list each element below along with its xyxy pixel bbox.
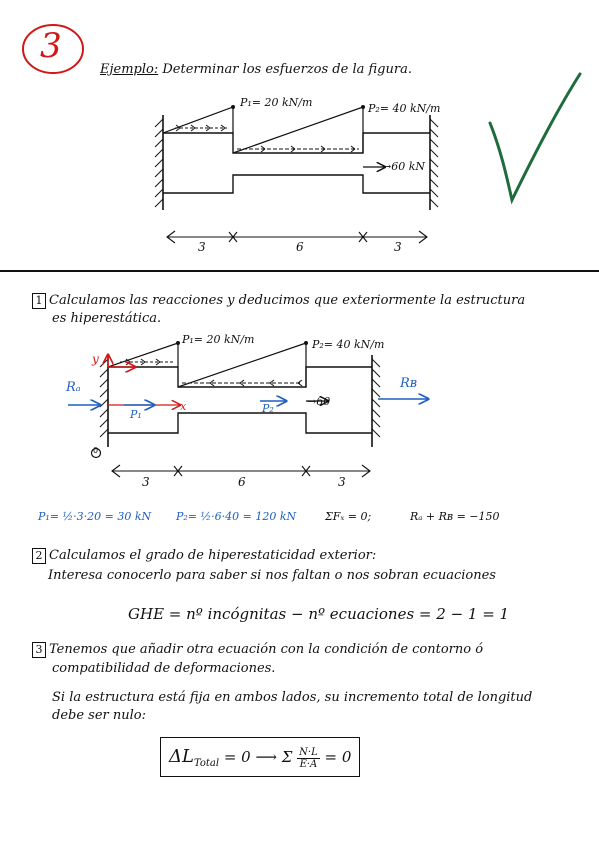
page-number: 3 — [40, 26, 62, 66]
equation-p1: P₁= ½·3·20 = 30 kN — [38, 510, 152, 523]
step-3-number: 3 — [32, 642, 46, 658]
step-2-line-1: Calculamos el grado de hiperestaticidad exterior: — [49, 548, 377, 563]
step-3-text — [32, 642, 483, 658]
fig2-p2-label: P₂= 40 kN/m — [312, 338, 385, 351]
fig1-dim-1: 3 — [198, 240, 206, 254]
equation-reactions: Rₐ + Rʙ = −150 — [410, 510, 500, 523]
fig2-origin-label: 0 — [93, 446, 99, 455]
final-fraction — [297, 747, 320, 770]
fig2-rb-label: Rʙ — [400, 376, 418, 391]
final-delta-l: ΔL — [169, 746, 194, 767]
fig2-x-axis-label: x — [180, 400, 187, 413]
fig1-p1-label: P₁= 20 kN/m — [240, 96, 313, 109]
step-3-line-2: compatibilidad de deformaciones. — [52, 661, 276, 676]
structure-figure-2 — [60, 335, 440, 495]
example-label: Ejemplo: — [100, 62, 159, 77]
fig2-p2-arrow-label: P₂ — [262, 402, 274, 415]
step-3-line-4: debe ser nulo: — [52, 708, 146, 723]
fig2-dim-2: 6 — [238, 475, 246, 489]
step-1-text — [32, 293, 525, 309]
step-1-line-1: Calculamos las reacciones y deducimos que exteriormente la estructura — [49, 293, 526, 308]
fig1-p2-label: P₂= 40 kN/m — [368, 102, 441, 115]
final-denominator: E·A — [299, 758, 318, 770]
ghe-formula: GHE = nº incógnitas − nº ecuaciones = 2 − 1 = 1 — [128, 605, 510, 623]
final-total-sub: Total — [193, 758, 220, 769]
step-1-line-2: es hiperestática. — [52, 311, 162, 326]
final-equation-box — [160, 737, 360, 777]
fig2-ra-label: Rₐ — [66, 380, 81, 395]
checkmark-icon — [480, 68, 590, 208]
fig2-dim-1: 3 — [142, 475, 150, 489]
step-2-number: 2 — [32, 548, 46, 564]
fig1-dim-3: 3 — [394, 240, 402, 254]
structure-figure-1 — [145, 95, 445, 260]
section-divider — [0, 270, 599, 272]
final-rhs: = 0 — [324, 748, 352, 766]
step-2-text — [32, 548, 376, 564]
equation-p2: P₂= ½·6·40 = 120 kN — [176, 510, 297, 523]
example-text: Determinar los esfuerzos de la figura. — [162, 62, 412, 77]
fig2-p1-label: P₁= 20 kN/m — [182, 333, 255, 346]
fig1-force-label: →60 kN — [382, 160, 426, 173]
step-3-line-3: Si la estructura está fija en ambos lados, su incremento total de longitud — [52, 690, 533, 705]
step-2-line-2: Interesa conocerlo para saber si nos faltan o nos sobran ecuaciones — [48, 568, 496, 583]
fig2-p1-arrow-label: P₁ — [130, 408, 142, 421]
fig1-dim-2: 6 — [296, 240, 304, 254]
final-numerator: N·L — [299, 746, 318, 758]
fig2-y-axis-label: y — [92, 352, 99, 366]
final-mid: = 0 ⟶ Σ — [223, 748, 293, 766]
equation-sum-fx: ΣFₓ = 0; — [325, 510, 372, 523]
fig2-force-label: →60 — [307, 395, 331, 408]
step-3-line-1: Tenemos que añadir otra ecuación con la condición de contorno ó — [49, 642, 484, 657]
example-title — [100, 62, 412, 77]
step-1-number: 1 — [32, 293, 46, 309]
fig2-dim-3: 3 — [338, 475, 346, 489]
